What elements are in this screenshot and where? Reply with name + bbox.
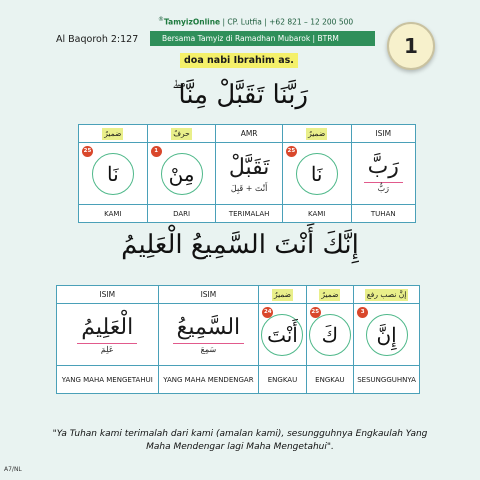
word-meaning: KAMI: [282, 205, 351, 223]
verse-translation: "Ya Tuhan kami terimalah dari kami (amalan kami), sesungguhnya Engkaulah Yang Maha Mendengar lagi Maha Mengetahui".: [52, 429, 428, 452]
arabic-word: نَا: [296, 153, 338, 195]
arabic-word: كَ: [309, 314, 351, 356]
word-type-label: ISIM: [351, 125, 415, 143]
word-table-2: [56, 285, 420, 394]
word-meaning: YANG MAHA MENDENGAR: [158, 366, 259, 394]
table-head-row: [79, 125, 416, 143]
word-meaning: TERIMALAH: [216, 205, 282, 223]
brand-name: TamyizOnline: [164, 17, 221, 27]
arabic-word: إِنَّ: [366, 314, 408, 356]
word-meaning: YANG MAHA MENGETAHUI: [57, 366, 159, 394]
lesson-number-badge: 1: [151, 146, 162, 157]
lesson-number-badge: 3: [357, 307, 368, 318]
word-table-1: [78, 124, 416, 223]
word-meaning: KAMI: [79, 205, 148, 223]
lesson-number-badge: 24: [262, 307, 273, 318]
word-meaning: ENGKAU: [306, 366, 353, 394]
word-root: عَلِمَ: [100, 345, 114, 354]
page-number-badge: 1: [387, 22, 435, 70]
verse-line-2: إِنَّكَ أَنْتَ السَّمِيعُ الْعَلِيمُ: [121, 230, 359, 260]
arabic-word: تَقَبَّلْ: [228, 154, 270, 180]
word-type-label: حرفٌ: [173, 128, 190, 138]
page-code: A7/NL: [4, 466, 22, 473]
word-type-label: ISIM: [158, 286, 259, 304]
arabic-word: السَّمِيعُ: [173, 313, 245, 344]
table-word-row: [79, 143, 416, 205]
table-meaning-row: [57, 366, 420, 394]
word-type-label: ضميرٌ: [321, 289, 339, 299]
word-meaning: DARI: [147, 205, 216, 223]
word-type-label: ضميرٌ: [104, 128, 122, 138]
word-root: رَبٌّ: [377, 184, 389, 193]
lesson-number-badge: 25: [310, 307, 321, 318]
arabic-word: أَنْتَ: [261, 314, 303, 356]
word-type-label: AMR: [216, 125, 282, 143]
word-root: أَنْتَ + قَبِلَ: [230, 183, 268, 193]
word-root: سَمِعَ: [200, 345, 217, 354]
table-word-row: [57, 304, 420, 366]
table-head-row: [57, 286, 420, 304]
lesson-number-badge: 25: [286, 146, 297, 157]
program-banner: Bersama Tamyiz di Ramadhan Mubarok | BTRM: [150, 31, 375, 46]
table-meaning-row: [79, 205, 416, 223]
arabic-word: رَبَّ: [364, 152, 403, 183]
arabic-word: نَا: [92, 153, 134, 195]
verse-line-1: رَبَّنَا تَقَبَّلْ مِنَّا ۖ: [171, 80, 309, 110]
word-type-label: إنَّ نصب رفع: [366, 289, 407, 299]
word-type-label: ISIM: [57, 286, 159, 304]
contact-line: ®TamyizOnline | CP. Lutfia | +62 821 – 12 200 500: [158, 16, 354, 27]
word-meaning: ENGKAU: [259, 366, 306, 394]
word-type-label: ضميرٌ: [273, 289, 292, 299]
word-meaning: TUHAN: [351, 205, 415, 223]
arabic-word: الْعَلِيمُ: [77, 313, 137, 344]
lesson-number-badge: 25: [82, 146, 93, 157]
word-meaning: SESUNGGUHNYA: [354, 366, 420, 394]
arabic-word: مِنْ: [161, 153, 203, 195]
word-type-label: ضميرٌ: [308, 128, 326, 138]
surah-reference: Al Baqoroh 2:127: [56, 34, 139, 45]
lesson-title: doa nabi Ibrahim as.: [180, 53, 298, 68]
